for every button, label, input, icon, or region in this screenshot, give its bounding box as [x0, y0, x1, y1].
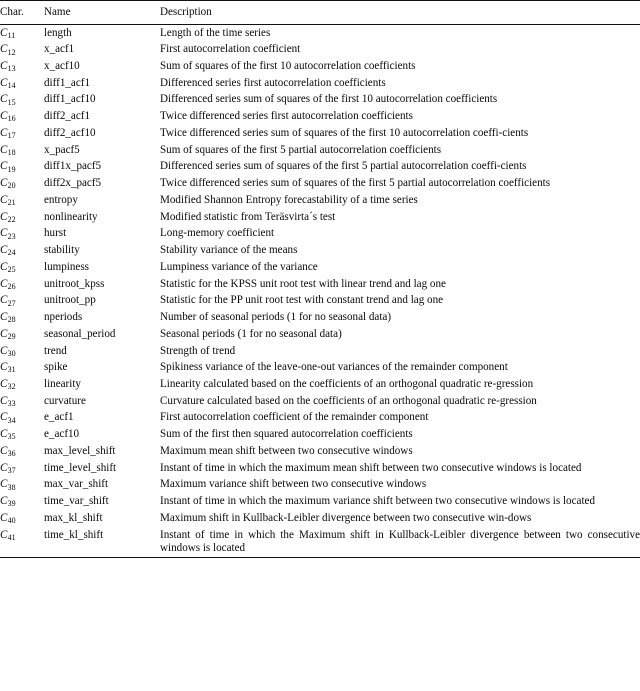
table-row — [0, 192, 640, 209]
characteristic-symbol — [0, 529, 16, 541]
cell-characteristic-description — [160, 25, 640, 42]
symbol-base: C — [0, 93, 8, 106]
characteristic-symbol — [0, 244, 16, 256]
description-text: Differenced series first autocorrelation coefficients — [160, 76, 386, 89]
cell-characteristic-symbol — [0, 75, 44, 92]
table-row — [0, 58, 640, 75]
cell-characteristic-symbol — [0, 292, 44, 309]
cell-characteristic-name: max_kl_shift — [44, 511, 103, 524]
cell-characteristic-symbol — [0, 192, 44, 209]
symbol-subscript: 21 — [7, 198, 16, 208]
symbol-subscript: 41 — [7, 532, 16, 542]
symbol-subscript: 35 — [7, 432, 16, 442]
description-text: Number of seasonal periods (1 for no seasonal data) — [160, 311, 392, 324]
symbol-base: C — [0, 43, 8, 56]
cell-characteristic-name: diff1_acf1 — [44, 76, 90, 89]
symbol-base: C — [0, 294, 8, 307]
column-header-name: Name — [44, 5, 71, 18]
cell-characteristic-description — [160, 510, 640, 527]
cell-characteristic-name: trend — [44, 344, 67, 357]
table-row — [0, 510, 640, 527]
cell-characteristic-description — [160, 175, 640, 192]
table-row — [0, 443, 640, 460]
cell-characteristic-description — [160, 359, 640, 376]
cell-characteristic-symbol — [0, 158, 44, 175]
table-row — [0, 25, 640, 42]
table-row — [0, 242, 640, 259]
symbol-subscript: 37 — [7, 465, 16, 475]
description-text: Modified statistic from Teräsvirta´s test — [160, 210, 336, 223]
cell-characteristic-name: max_level_shift — [44, 444, 116, 457]
cell-characteristic-description — [160, 493, 640, 510]
cell-characteristic-name: x_acf1 — [44, 43, 75, 56]
symbol-subscript: 40 — [7, 516, 16, 526]
cell-characteristic-name: diff1x_pacf5 — [44, 160, 102, 173]
symbol-subscript: 23 — [7, 231, 16, 241]
symbol-base: C — [0, 411, 8, 424]
description-text: Spikiness variance of the leave-one-out variances of the remainder component — [160, 361, 508, 374]
cell-characteristic-symbol — [0, 125, 44, 142]
symbol-base: C — [0, 26, 8, 39]
characteristic-symbol — [0, 328, 16, 340]
cell-characteristic-name: x_pacf5 — [44, 143, 80, 156]
characteristic-symbol — [0, 462, 16, 474]
cell-characteristic-symbol — [0, 175, 44, 192]
cell-characteristic-description — [160, 158, 640, 175]
characteristic-symbol — [0, 60, 16, 72]
symbol-subscript: 30 — [7, 348, 16, 358]
table-header-row — [0, 1, 640, 24]
symbol-subscript: 12 — [7, 47, 16, 57]
cell-characteristic-symbol — [0, 326, 44, 343]
table-row — [0, 276, 640, 293]
table-row — [0, 91, 640, 108]
table-body — [0, 1, 640, 558]
table-row — [0, 158, 640, 175]
cell-characteristic-description — [160, 91, 640, 108]
characteristic-symbol — [0, 127, 16, 139]
characteristic-symbol — [0, 93, 16, 105]
characteristic-symbol — [0, 294, 16, 306]
description-text: Sum of the first then squared autocorrelation coefficients — [160, 428, 413, 441]
cell-characteristic-name: diff2_acf10 — [44, 126, 96, 139]
characteristic-symbol — [0, 512, 16, 524]
cell-characteristic-name: diff2x_pacf5 — [44, 177, 102, 190]
cell-characteristic-symbol — [0, 41, 44, 58]
cell-characteristic-symbol — [0, 91, 44, 108]
cell-characteristic-description — [160, 376, 640, 393]
table-row — [0, 493, 640, 510]
symbol-base: C — [0, 511, 8, 524]
description-text: Linearity calculated based on the coefficients of an orthogonal quadratic re-gression — [160, 377, 534, 390]
description-text: Maximum mean shift between two consecutive windows — [160, 444, 413, 457]
description-text: Instant of time in which the Maximum shift in Kullback-Leibler divergence between two consecutive windows is located — [160, 528, 640, 555]
table-row — [0, 409, 640, 426]
characteristic-symbol — [0, 144, 16, 156]
symbol-base: C — [0, 461, 8, 474]
cell-characteristic-description — [160, 409, 640, 426]
cell-characteristic-name: seasonal_period — [44, 327, 116, 340]
cell-characteristic-symbol — [0, 225, 44, 242]
cell-characteristic-name: e_acf1 — [44, 411, 74, 424]
description-text: Twice differenced series sum of squares of the first 10 autocorrelation coeffi-cients — [160, 126, 529, 139]
cell-characteristic-symbol — [0, 476, 44, 493]
description-text: Instant of time in which the maximum variance shift between two consecutive windows is located — [160, 495, 596, 508]
cell-characteristic-description — [160, 142, 640, 159]
cell-characteristic-name: time_kl_shift — [44, 528, 104, 541]
symbol-subscript: 22 — [7, 214, 16, 224]
cell-characteristic-symbol — [0, 527, 44, 558]
symbol-subscript: 32 — [7, 382, 16, 392]
symbol-subscript: 34 — [7, 415, 16, 425]
description-text: Statistic for the PP unit root test with constant trend and lag one — [160, 294, 444, 307]
cell-characteristic-name: x_acf10 — [44, 60, 80, 73]
symbol-subscript: 33 — [7, 398, 16, 408]
table-row — [0, 476, 640, 493]
table-row — [0, 309, 640, 326]
cell-characteristic-name: entropy — [44, 193, 78, 206]
symbol-base: C — [0, 193, 8, 206]
symbol-subscript: 29 — [7, 332, 16, 341]
table-row — [0, 175, 640, 192]
cell-characteristic-name: nperiods — [44, 311, 83, 324]
description-text: Statistic for the KPSS unit root test with linear trend and lag one — [160, 277, 446, 290]
cell-characteristic-name: lumpiness — [44, 260, 89, 273]
description-text: Curvature calculated based on the coefficients of an orthogonal quadratic re-gression — [160, 394, 537, 407]
characteristic-symbol — [0, 160, 16, 172]
cell-characteristic-description — [160, 58, 640, 75]
characteristic-symbol — [0, 77, 16, 89]
cell-characteristic-description — [160, 108, 640, 125]
characteristic-symbol — [0, 495, 16, 507]
table-row — [0, 225, 640, 242]
cell-characteristic-name: max_var_shift — [44, 478, 109, 491]
cell-characteristic-name: curvature — [44, 394, 86, 407]
symbol-subscript: 38 — [7, 482, 16, 492]
description-text: Lumpiness variance of the variance — [160, 260, 318, 273]
table-row — [0, 326, 640, 343]
cell-characteristic-description — [160, 209, 640, 226]
cell-characteristic-symbol — [0, 276, 44, 293]
cell-characteristic-symbol — [0, 259, 44, 276]
column-header-description: Description — [160, 5, 212, 18]
cell-characteristic-description — [160, 443, 640, 460]
symbol-subscript: 16 — [7, 114, 16, 124]
characteristic-symbol — [0, 278, 16, 290]
table-row — [0, 292, 640, 309]
cell-characteristic-name: linearity — [44, 377, 81, 390]
cell-characteristic-description — [160, 192, 640, 209]
description-text: Seasonal periods (1 for no seasonal data) — [160, 327, 342, 340]
symbol-base: C — [0, 344, 8, 357]
cell-characteristic-symbol — [0, 25, 44, 42]
table-row — [0, 460, 640, 477]
cell-characteristic-description — [160, 393, 640, 410]
table-row — [0, 376, 640, 393]
cell-characteristic-name: hurst — [44, 227, 67, 240]
symbol-subscript: 25 — [7, 265, 16, 275]
cell-characteristic-name: stability — [44, 244, 80, 257]
characteristic-symbol — [0, 110, 16, 122]
table-row — [0, 125, 640, 142]
symbol-base: C — [0, 126, 8, 139]
symbol-subscript: 20 — [7, 181, 16, 191]
characteristic-symbol — [0, 261, 16, 273]
cell-characteristic-description — [160, 242, 640, 259]
cell-characteristic-description — [160, 460, 640, 477]
characteristic-symbol — [0, 411, 16, 423]
table-rule-bottom — [0, 557, 640, 558]
characteristic-symbol — [0, 43, 16, 55]
rule-cell — [0, 557, 44, 558]
cell-characteristic-symbol — [0, 393, 44, 410]
symbol-base: C — [0, 160, 8, 173]
cell-characteristic-name: nonlinearity — [44, 210, 98, 223]
symbol-subscript: 24 — [7, 248, 16, 258]
cell-characteristic-symbol — [0, 409, 44, 426]
symbol-base: C — [0, 210, 8, 223]
symbol-base: C — [0, 227, 8, 240]
characteristic-symbol — [0, 361, 16, 373]
symbol-base: C — [0, 260, 8, 273]
cell-characteristic-name: unitroot_pp — [44, 294, 96, 307]
symbol-subscript: 18 — [7, 147, 16, 157]
symbol-subscript: 31 — [7, 365, 16, 375]
column-header-char: Char. — [0, 5, 24, 18]
symbol-subscript: 19 — [7, 164, 16, 174]
symbol-base: C — [0, 478, 8, 491]
characteristic-symbol — [0, 445, 16, 457]
characteristic-symbol — [0, 478, 16, 490]
symbol-base: C — [0, 394, 8, 407]
cell-characteristic-name: unitroot_kpss — [44, 277, 105, 290]
table-row — [0, 209, 640, 226]
cell-characteristic-symbol — [0, 309, 44, 326]
symbol-base: C — [0, 428, 8, 441]
cell-characteristic-symbol — [0, 142, 44, 159]
cell-characteristic-symbol — [0, 343, 44, 360]
cell-characteristic-symbol — [0, 209, 44, 226]
table-row — [0, 108, 640, 125]
rule-cell — [160, 557, 640, 558]
description-text: Modified Shannon Entropy forecastability of a time series — [160, 193, 418, 206]
symbol-subscript: 39 — [7, 499, 16, 509]
description-text: Strength of trend — [160, 344, 236, 357]
symbol-base: C — [0, 76, 8, 89]
cell-characteristic-name: diff2_acf1 — [44, 110, 90, 123]
symbol-subscript: 36 — [7, 449, 16, 459]
symbol-subscript: 11 — [7, 30, 16, 40]
table-row — [0, 41, 640, 58]
symbol-base: C — [0, 361, 8, 374]
characteristic-symbol — [0, 395, 16, 407]
symbol-subscript: 27 — [7, 298, 16, 308]
symbol-base: C — [0, 60, 8, 73]
cell-characteristic-symbol — [0, 242, 44, 259]
description-text: Maximum shift in Kullback-Leibler divergence between two consecutive win-dows — [160, 511, 532, 524]
cell-characteristic-name: e_acf10 — [44, 428, 80, 441]
cell-characteristic-name: time_level_shift — [44, 461, 117, 474]
characteristic-symbol — [0, 194, 16, 206]
symbol-base: C — [0, 143, 8, 156]
symbol-base: C — [0, 110, 8, 123]
table-row — [0, 259, 640, 276]
cell-characteristic-description — [160, 225, 640, 242]
cell-characteristic-symbol — [0, 443, 44, 460]
description-text: First autocorrelation coefficient of the remainder component — [160, 411, 429, 424]
cell-characteristic-symbol — [0, 376, 44, 393]
description-text: Stability variance of the means — [160, 244, 298, 257]
cell-characteristic-symbol — [0, 58, 44, 75]
cell-characteristic-description — [160, 292, 640, 309]
cell-characteristic-description — [160, 343, 640, 360]
cell-characteristic-description — [160, 75, 640, 92]
cell-characteristic-description — [160, 309, 640, 326]
table-row — [0, 343, 640, 360]
symbol-base: C — [0, 377, 8, 390]
symbol-subscript: 28 — [7, 315, 16, 325]
symbol-base: C — [0, 528, 8, 541]
table-row — [0, 527, 640, 558]
characteristic-symbol — [0, 378, 16, 390]
description-text: Twice differenced series sum of squares of the first 5 partial autocorrelation coefficients — [160, 177, 551, 190]
cell-characteristic-symbol — [0, 108, 44, 125]
cell-characteristic-description — [160, 276, 640, 293]
description-text: Instant of time in which the maximum mean shift between two consecutive windows is located — [160, 461, 582, 474]
description-text: Long-memory coefficient — [160, 227, 275, 240]
symbol-subscript: 15 — [7, 97, 16, 107]
characteristic-symbol — [0, 345, 16, 357]
cell-characteristic-description — [160, 326, 640, 343]
cell-characteristic-symbol — [0, 426, 44, 443]
description-text: First autocorrelation coefficient — [160, 43, 301, 56]
description-text: Maximum variance shift between two consecutive windows — [160, 478, 427, 491]
symbol-base: C — [0, 244, 8, 257]
symbol-base: C — [0, 177, 8, 190]
table-row — [0, 426, 640, 443]
table-row — [0, 75, 640, 92]
cell-characteristic-description — [160, 476, 640, 493]
cell-characteristic-description — [160, 527, 640, 558]
cell-characteristic-name: time_var_shift — [44, 495, 109, 508]
table-row — [0, 359, 640, 376]
characteristic-symbol — [0, 177, 16, 189]
symbol-subscript: 17 — [7, 131, 16, 141]
symbol-subscript: 13 — [7, 64, 16, 74]
description-text: Sum of squares of the first 10 autocorrelation coefficients — [160, 60, 416, 73]
table-row — [0, 393, 640, 410]
table-row — [0, 142, 640, 159]
description-text: Sum of squares of the first 5 partial autocorrelation coefficients — [160, 143, 442, 156]
description-text: Length of the time series — [160, 26, 271, 39]
description-text: Differenced series sum of squares of the first 5 partial autocorrelation coeffi-cients — [160, 160, 527, 173]
cell-characteristic-description — [160, 125, 640, 142]
cell-characteristic-name: spike — [44, 361, 68, 374]
symbol-base: C — [0, 277, 8, 290]
rule-cell — [44, 557, 160, 558]
characteristic-symbol — [0, 27, 15, 39]
description-text: Differenced series sum of squares of the first 10 autocorrelation coefficients — [160, 93, 498, 106]
symbol-base: C — [0, 327, 8, 340]
characteristic-symbol — [0, 227, 16, 239]
symbol-base: C — [0, 311, 8, 324]
cell-characteristic-symbol — [0, 493, 44, 510]
cell-characteristic-name: length — [44, 26, 72, 39]
characteristic-symbol — [0, 211, 16, 223]
symbol-base: C — [0, 495, 8, 508]
characteristic-symbol — [0, 428, 16, 440]
description-text: Twice differenced series first autocorrelation coefficients — [160, 110, 413, 123]
cell-characteristic-name: diff1_acf10 — [44, 93, 96, 106]
cell-characteristic-symbol — [0, 460, 44, 477]
characteristic-symbol — [0, 311, 16, 323]
cell-characteristic-description — [160, 426, 640, 443]
cell-characteristic-description — [160, 41, 640, 58]
symbol-subscript: 14 — [7, 80, 16, 90]
cell-characteristic-description — [160, 259, 640, 276]
cell-characteristic-symbol — [0, 510, 44, 527]
symbol-subscript: 26 — [7, 281, 16, 291]
cell-characteristic-symbol — [0, 359, 44, 376]
symbol-base: C — [0, 444, 8, 457]
